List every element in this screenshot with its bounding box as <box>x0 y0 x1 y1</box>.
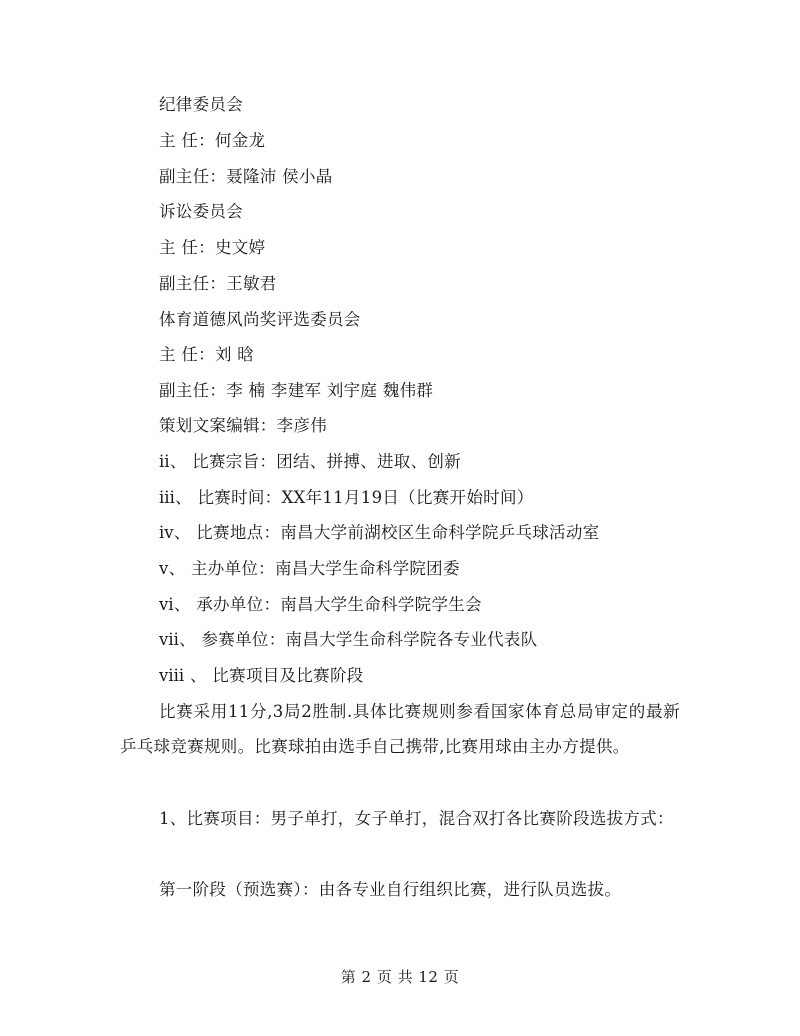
events-paragraph: 1、比赛项目：男子单打，女子单打，混合双打各比赛阶段选拔方式： <box>159 809 674 828</box>
committee-discipline-heading: 纪律委员会 <box>159 95 243 114</box>
litigation-deputy-director: 副主任：王敏君 <box>159 274 277 293</box>
section-host: ⅴ、 主办单位：南昌大学生命科学院团委 <box>159 559 460 578</box>
committee-sportsmanship-heading: 体育道德风尚奖评选委员会 <box>159 310 361 329</box>
planning-editor: 策划文案编辑：李彦伟 <box>159 416 327 435</box>
discipline-deputy-directors: 副主任：聂隆沛 侯小晶 <box>159 167 333 186</box>
page-number-footer: 第 2 页 共 12 页 <box>340 968 460 986</box>
litigation-director: 主 任：史文婷 <box>159 238 266 257</box>
discipline-director: 主 任：何金龙 <box>159 131 266 150</box>
section-participants: ⅶ、 参赛单位：南昌大学生命科学院各专业代表队 <box>159 630 538 649</box>
sportsmanship-deputy-directors: 副主任：李 楠 李建军 刘宇庭 魏伟群 <box>159 381 434 400</box>
committee-litigation-heading: 诉讼委员会 <box>159 202 243 221</box>
section-purpose: ⅱ、 比赛宗旨：团结、拼搏、进取、创新 <box>159 452 461 471</box>
rules-paragraph: 比赛采用11分,3局2胜制.具体比赛规则参看国家体育总局审定的最新乒乓球竞赛规则。比赛球拍由选手自己携带,比赛用球由主办方提供。 <box>120 702 680 756</box>
section-events-heading: ⅷ 、 比赛项目及比赛阶段 <box>159 666 364 685</box>
sportsmanship-director: 主 任：刘 晗 <box>159 345 255 364</box>
section-venue: ⅳ、 比赛地点：南昌大学前湖校区生命科学院乒乓球活动室 <box>159 523 600 542</box>
section-organizer: ⅵ、 承办单位：南昌大学生命科学院学生会 <box>159 595 482 614</box>
stage-one-paragraph: 第一阶段（预选赛）：由各专业自行组织比赛，进行队员选拔。 <box>159 880 622 899</box>
section-time: ⅲ、 比赛时间：XX年11月19日（比赛开始时间） <box>159 488 534 507</box>
